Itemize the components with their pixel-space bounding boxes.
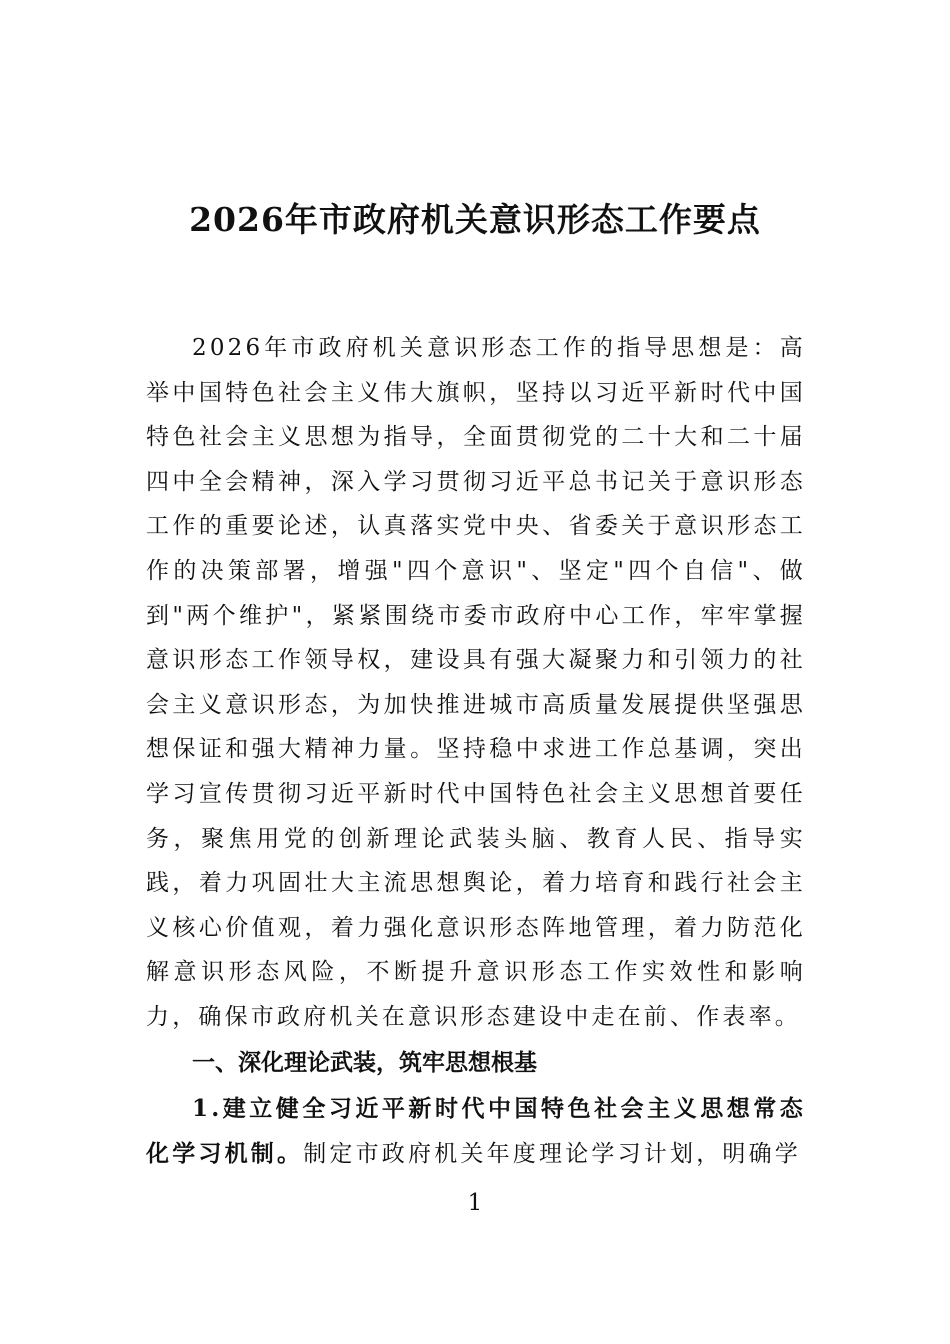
document-title: 2026年市政府机关意识形态工作要点 [189, 200, 761, 239]
intro-paragraph: 2026年市政府机关意识形态工作的指导思想是：高举中国特色社会主义伟大旗帜，坚持以习近平新时代中国特色社会主义思想为指导，全面贯彻党的二十大和二十届四中全会精神，深入学习贯彻习近平总书记关于意识形态工作的重要论述，认真落实党中央、省委关于意识形态工作的决策部署，增强"四个意识"、坚定"四个自信"、做到"两个维护"，紧紧围绕市委市政府中心工作，牢牢掌握意识形态工作领导权，建设具有强大凝聚力和引领力的社会主义意识形态，为加快推进城市高质量发展提供坚强思想保证和强大精神力量。坚持稳中求进工作总基调，突出学习宣传贯彻习近平新时代中国特色社会主义思想首要任务，聚焦用党的创新理论武装头脑、教育人民、指导实践，着力巩固壮大主流思想舆论，着力培育和践行社会主义核心价值观，着力强化意识形态阵地管理，着力防范化解意识形态风险，不断提升意识形态工作实效性和影响力，确保市政府机关在意识形态建设中走在前、作表率。 [146, 335, 806, 1030]
item-1-text: 制定市政府机关年度理论学习计划，明确学 [303, 1140, 802, 1167]
page-number: 1 [467, 1190, 483, 1216]
item-1-paragraph [146, 1087, 806, 1176]
item-1-lead: 1.建立健全习近平新时代中国特色社会主义思想常态化学习机制。 [146, 1095, 806, 1167]
section-heading-1: 一、深化理论武装，筑牢思想根基 [192, 1049, 537, 1076]
